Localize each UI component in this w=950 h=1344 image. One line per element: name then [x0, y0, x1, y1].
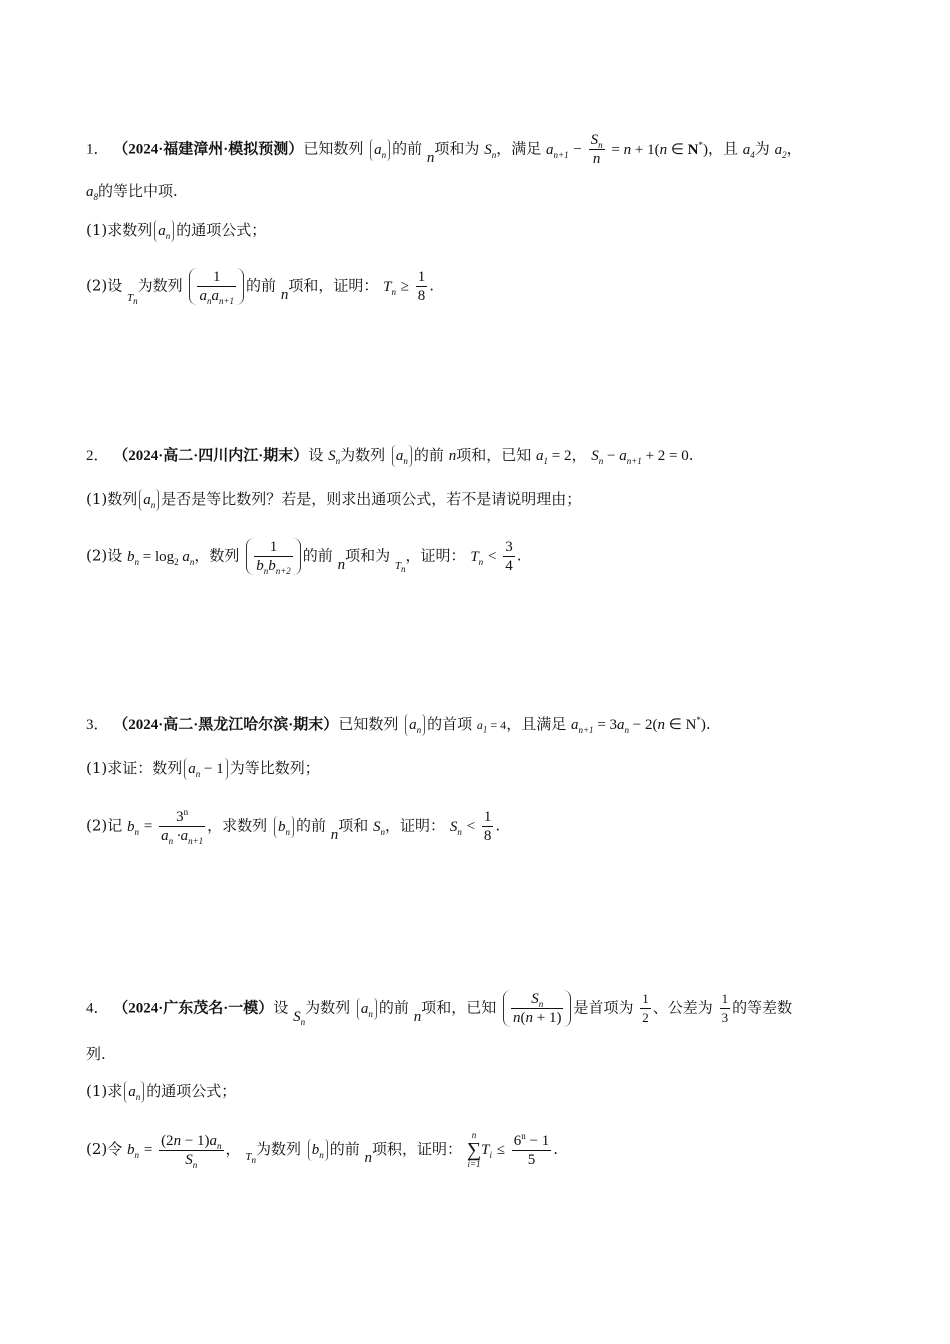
math-set-frac: $\frac{1}{a_na_{n+1}}$	[189, 268, 244, 305]
text: .	[516, 546, 522, 565]
text: 项和，证明：	[288, 276, 379, 295]
text: 项和为	[345, 546, 391, 565]
math-frac-1-3: $\frac{1}{3}$	[721, 991, 729, 1025]
math-lt: <	[487, 548, 497, 565]
math-frac-6n: $\frac{6^n - 1}{5}$	[513, 1130, 550, 1168]
math-n: n	[413, 1008, 422, 1025]
problem-3-q1	[86, 757, 320, 780]
text: 、公差为	[652, 998, 713, 1017]
text: 的等差数	[732, 998, 793, 1017]
math-Tn: Tn	[245, 1151, 256, 1166]
text: (1)求数列	[86, 221, 153, 239]
math-frac-3-4: $\frac{3}{4}$	[505, 539, 513, 574]
text: ，	[786, 139, 802, 158]
text: 为等比数列；	[229, 759, 320, 777]
math-frac-3n: $\frac{3^n}{a_n \cdot a_{n+1}}$	[161, 807, 204, 846]
text: 列.	[86, 1045, 106, 1063]
problem-1-line-2	[86, 180, 178, 203]
problem-3-q2	[86, 808, 500, 845]
problem-2-q2	[86, 538, 521, 575]
problem-number: 4．	[86, 1000, 109, 1017]
problem-source: （2024·高二·黑龙江哈尔滨·期末）	[113, 717, 339, 733]
text: (1)求证：数列	[86, 759, 183, 777]
math-frac-bn: $\frac{(2n - 1)a_n}{S_n}$	[161, 1132, 222, 1170]
problem-1-line-1	[86, 131, 802, 168]
math-Sn: $S_n$	[484, 141, 497, 160]
math-a-n1: $a_{n+1}$	[546, 141, 569, 160]
math-n: n	[337, 556, 346, 573]
problem-1-q2	[86, 268, 434, 305]
text: 项和	[338, 816, 369, 835]
text: (2)记	[86, 816, 123, 835]
math-minus: −	[573, 141, 582, 158]
math-Sn: $S_n$	[449, 818, 462, 837]
text: 已知数列	[303, 139, 364, 158]
text: .	[705, 715, 711, 733]
math-set-an: $a_n$	[405, 714, 425, 736]
text: .	[495, 816, 501, 835]
math-eq: = n + 1(n ∈ N*)	[611, 139, 708, 158]
problem-4-line-2	[86, 1043, 106, 1065]
math-set-bn: $b_n$	[274, 816, 294, 838]
math-sum: n ∑ i=1	[466, 1130, 482, 1169]
text: 的等比中项.	[98, 182, 178, 200]
text: 的前	[246, 276, 277, 295]
math-set-an: $a_n$	[357, 998, 377, 1020]
problem-source: （2024·福建漳州·模拟预测）	[113, 141, 304, 158]
text: .	[688, 446, 694, 464]
problem-source: （2024·广东茂名·一模）	[113, 1000, 274, 1017]
text: 设	[273, 998, 289, 1017]
math-Sn: $S_n$	[328, 448, 341, 466]
math-bn: $b_n$	[127, 818, 140, 837]
problem-4-q1	[86, 1080, 236, 1103]
text: 的前	[392, 139, 423, 158]
math-set-bn: $b_n$	[308, 1139, 328, 1161]
math-frac-Sn-n: $\frac{S_n}{n}$	[590, 132, 603, 167]
problem-1-q1	[86, 219, 266, 242]
text: ，证明：	[385, 816, 446, 835]
text: 项积，证明：	[372, 1140, 463, 1158]
problem-4-line-1	[86, 990, 792, 1027]
problem-2-q1	[86, 488, 581, 511]
text: ，	[571, 446, 587, 464]
math-n: n	[364, 1150, 373, 1166]
math-a4: $a_4$	[742, 141, 755, 160]
math-n: n	[448, 448, 457, 464]
math-frac-1-8: $\frac{1}{8}$	[417, 269, 426, 304]
math-set-an: $a_n$	[392, 445, 412, 467]
text: 的前	[302, 546, 333, 565]
text: (1)求	[86, 1082, 123, 1100]
text: 的通项公式；	[176, 221, 267, 239]
math-set-an-minus-1: $a_n - 1$	[184, 758, 227, 780]
math-recurrence: $a_{n+1} = 3a_n - 2(n$ ∈ N*)	[570, 715, 706, 735]
math-a8: $a_8$	[86, 184, 98, 202]
text: 为数列	[137, 276, 183, 295]
math-Tn: $T_n$	[383, 278, 396, 297]
text: 已知数列	[338, 715, 399, 733]
text: 为数列	[255, 1140, 301, 1158]
math-Ti: $T_i$	[481, 1142, 492, 1160]
text: (2)设	[86, 276, 123, 295]
text: (2)设	[86, 546, 123, 565]
problem-number: 1．	[86, 141, 109, 158]
text: 是否是等比数列？若是，则求出通项公式，若不是请说明理由；	[161, 490, 582, 508]
math-set-an: $a_n$	[154, 220, 174, 242]
math-n: n	[330, 826, 339, 843]
text: 为数列	[340, 446, 386, 464]
text: ，满足	[496, 139, 542, 158]
text: 项和，已知	[456, 446, 532, 464]
math-frac-1-2: $\frac{1}{2}$	[642, 991, 649, 1025]
math-a1-eq: $a_1 = 2$	[536, 448, 572, 466]
math-ge: ≥	[400, 278, 409, 295]
text: ，证明：	[405, 546, 466, 565]
math-bn-log: $b_n = \log_2 a_n$	[127, 548, 195, 567]
math-set-an: $a_n$	[124, 1081, 144, 1103]
text: 是首项为	[573, 998, 634, 1017]
text: (2)令	[86, 1140, 123, 1158]
text: 为数列	[305, 998, 351, 1017]
math-Tn: Tn	[127, 291, 138, 306]
text: 为	[754, 139, 770, 158]
math-set-frac: $\frac{1}{b_nb_{n+2}}$	[246, 538, 301, 575]
text: ，且满足	[506, 715, 567, 733]
text: 的前	[413, 446, 444, 464]
math-recurrence: $S_n - a_{n+1} + 2 = 0$	[591, 448, 689, 466]
text: .	[553, 1140, 559, 1158]
math-lt: <	[466, 818, 476, 835]
text: 的前	[295, 816, 326, 835]
text: 的首项	[427, 715, 473, 733]
problem-3-line-1	[86, 713, 711, 736]
problem-2-line-1	[86, 444, 694, 467]
math-eq: =	[143, 818, 153, 835]
math-set-frac: $\frac{S_n}{n(n + 1)}$	[503, 990, 571, 1027]
math-a1-eq: $a_1 = 4$	[476, 718, 507, 735]
math-set-an: $a_n$	[370, 139, 390, 161]
math-a2: $a_2$	[774, 141, 787, 160]
text: 的通项公式；	[146, 1082, 237, 1100]
math-Sn: $S_n$	[293, 1008, 306, 1027]
text: (1)数列	[86, 490, 138, 508]
text: .	[429, 276, 435, 295]
math-frac-1-8: $\frac{1}{8}$	[483, 809, 492, 844]
math-eq: =	[143, 1142, 153, 1158]
problem-number: 3．	[86, 717, 109, 733]
text: 的前	[329, 1140, 360, 1158]
math-Tn: Tn	[394, 559, 406, 574]
text: ，求数列	[207, 816, 268, 835]
problem-number: 2．	[86, 448, 109, 464]
text: 的前	[378, 998, 409, 1017]
math-le: ≤	[496, 1142, 505, 1158]
math-n: n	[280, 286, 289, 303]
text: 项和为	[434, 139, 480, 158]
problem-source: （2024·高二·四川内江·期末）	[113, 448, 309, 464]
math-bn: $b_n$	[127, 1142, 140, 1160]
math-n: n	[426, 149, 435, 166]
text: ，数列	[194, 546, 240, 565]
problem-4-q2	[86, 1130, 558, 1170]
math-Sn: $S_n$	[373, 818, 386, 837]
text: 项和，已知	[421, 998, 497, 1017]
text: 设	[308, 446, 324, 464]
math-Tn: $T_n$	[470, 548, 484, 567]
math-set-an: $a_n$	[139, 489, 159, 511]
text: ，且	[708, 139, 739, 158]
text: ，	[225, 1140, 241, 1158]
